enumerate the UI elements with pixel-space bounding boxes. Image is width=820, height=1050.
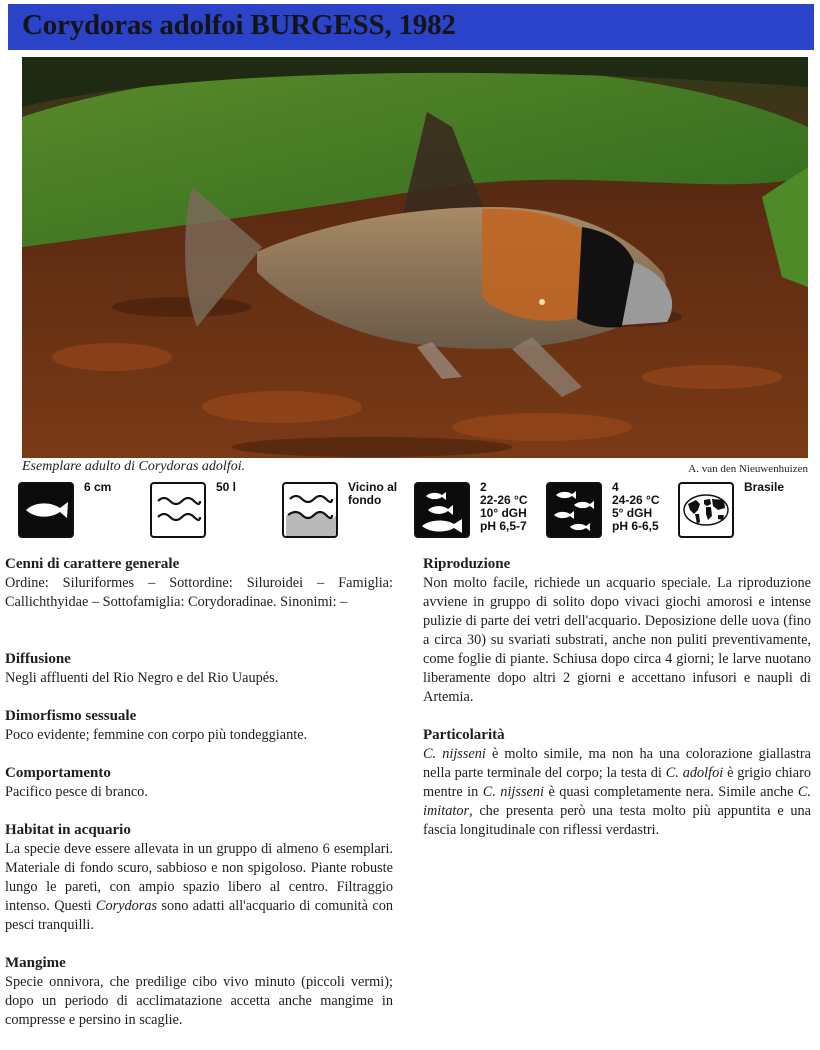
page-title: Corydoras adolfoi BURGESS, 1982 bbox=[22, 9, 456, 41]
comportamento-title: Comportamento bbox=[5, 765, 111, 781]
photo-credit: A. van den Nieuwenhuizen bbox=[688, 463, 808, 475]
cenni-title: Cenni di carattere generale bbox=[5, 556, 180, 572]
mangime-text: Specie onnivora, che predilige cibo vivo minuto (piccoli vermi); dopo un periodo di acclimatazione accetta anche mangime in compresse e persino in scaglie. bbox=[5, 974, 393, 1028]
aquarium-volume-icon bbox=[150, 482, 206, 538]
fish-size-text: 6 cm bbox=[84, 480, 112, 494]
aquarium-volume-text: 50 l bbox=[216, 480, 237, 494]
breeding-water-text: 4 24-26 °C 5° dGH pH 6-6,5 bbox=[612, 480, 660, 533]
mangime-title: Mangime bbox=[5, 955, 66, 971]
particolarita-title: Particolarità bbox=[423, 727, 505, 743]
diffusione-text: Negli affluenti del Rio Negro e del Rio Uaupés. bbox=[5, 670, 279, 686]
photo-caption: Esemplare adulto di Corydoras adolfoi. bbox=[22, 459, 246, 474]
fish-photo-illustration bbox=[22, 57, 808, 458]
water-parameters-text: 2 22-26 °C 10° dGH pH 6,5-7 bbox=[480, 480, 528, 533]
swimming-zone-icon bbox=[282, 482, 338, 538]
dimorfismo-title: Dimorfismo sessuale bbox=[5, 708, 137, 724]
title-bar bbox=[8, 4, 814, 50]
diffusione-title: Diffusione bbox=[5, 651, 71, 667]
cenni-text: Ordine: Siluriformes – Sottordine: Siluroidei – Famiglia: Callichthyidae – Sottofamiglia: Corydoradinae. Sinonimi: – bbox=[5, 575, 393, 610]
dimorfismo-text: Poco evidente; femmine con corpo più tondeggiante. bbox=[5, 727, 308, 743]
comportamento-text: Pacifico pesce di branco. bbox=[5, 784, 148, 800]
fish-photo bbox=[22, 57, 808, 458]
origin-text: Brasile bbox=[744, 480, 785, 494]
breeding-water-icon bbox=[546, 482, 602, 538]
world-map-icon bbox=[678, 482, 734, 538]
habitat-text: La specie deve essere allevata in un gruppo di almeno 6 esemplari. Materiale di fondo scuro, sabbioso e non spigoloso. Piante robuste lungo le pareti, con ampio spazio libero al centro. Filtraggio intenso. Questi Corydoras sono adatti all'acquario di comunità con pesci tranquilli. bbox=[5, 841, 393, 933]
riproduzione-title: Riproduzione bbox=[423, 556, 511, 572]
habitat-title: Habitat in acquario bbox=[5, 822, 131, 838]
fish-size-icon bbox=[18, 482, 74, 538]
swimming-zone-text: Vicino al fondo bbox=[348, 480, 398, 507]
riproduzione-text: Non molto facile, richiede un acquario speciale. La riproduzione avviene in gruppo di solito dopo vivaci giochi amorosi e intense pulizie di parte dei vetri dell'acquario. Deposizione delle uova (fino a circa 30) su svariati substrati, anche non puliti preventivamente, come foglie di piante. Schiusa dopo circa 4 giorni; le larve nuotano liberamente dopo altri 2 giorni e accettano infusori e naupli di Artemia. bbox=[423, 575, 811, 705]
water-parameters-icon bbox=[414, 482, 470, 538]
particolarita-text: C. nijsseni è molto simile, ma non ha una colorazione giallastra nella parte terminale del corpo; la testa di C. adolfoi è grigio chiaro mentre in C. nijsseni è quasi completamente nera. Simile anche C. imitator, che presenta però una testa molto più appuntita e una fascia longitudinale con riflessi verdastri. bbox=[423, 746, 812, 838]
